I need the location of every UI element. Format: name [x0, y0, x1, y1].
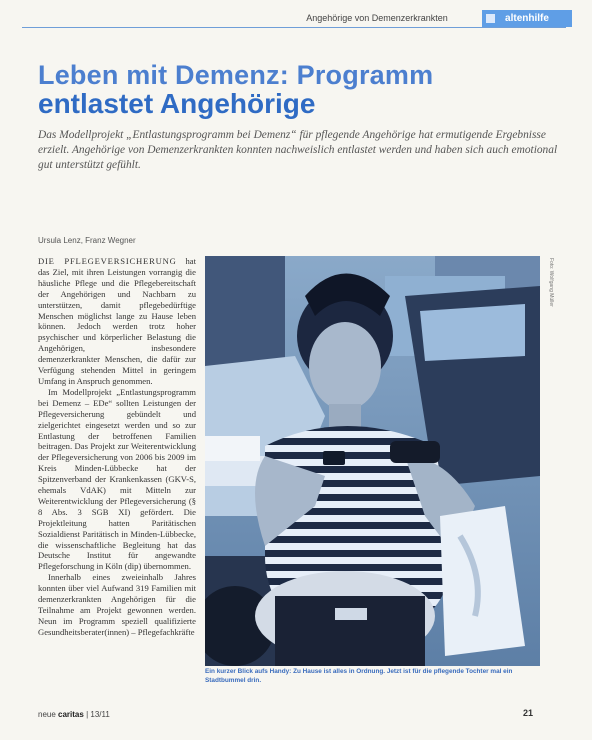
body-lead-in: DIE PFLEGEVERSICHERUNG	[38, 256, 177, 266]
body-paragraph-1-text: hat das Ziel, mit ihren Leistungen vorrangig die häusliche Pflege und die Pflegebereitschaft der Angehörigen und Nachbarn zu unterstützen, damit pflegebedürftige Menschen möglichst lange zu Hause leben können. Jedoch werden trotz hoher psychischer und körperlicher Belastung die Angehörigen, insbesondere demenzerkrankter Menschen, die dafür zur Verfügung stehenden Mittel in geringem Umfang in Anspruch genommen.	[38, 256, 196, 386]
headline-line-2: entlastet Angehörige	[38, 88, 316, 119]
photo-credit: Foto: Wolfgang Müller	[548, 258, 554, 307]
section-label: Angehörige von Demenzerkrankten	[306, 13, 448, 23]
footer-brand-prefix: neue	[38, 710, 56, 719]
headline-line-1: Leben mit Demenz: Programm	[38, 60, 434, 90]
brand-label: altenhilfe	[505, 13, 549, 24]
footer-brand-main: caritas	[58, 710, 84, 719]
photo-illustration	[205, 256, 540, 666]
brand-square-icon	[486, 14, 495, 23]
brand-box	[482, 10, 572, 27]
footer-issue: 13/11	[90, 710, 110, 719]
header-rule	[22, 27, 566, 28]
body-paragraph-2: Im Modellprojekt „Entlastungsprogramm bei Demenz – EDe“ sollten Leistungen der Pflegeversicherung gebündelt und zielgerichtet eingesetzt werden und so zur Entlastung der betroffenen Familien beitragen. Das Projekt zur Weiterentwicklung der Pflegeversicherung von 2006 bis 2009 im Kreis Minden-Lübbecke hat der Spitzenverband der Krankenkassen (GKV-S, ehemals VdAK) mit Mitteln zur Weiterentwicklung der Pflegeversicherung (§ 8 Abs. 3 SGB XI) gefördert. Die Projektleitung hatten Paritätischen Sozialdienst Paritätisch in Minden-Lübbecke, die wissenschaftliche Begleitung hat das Deutsche Institut für angewandte Pflegeforschung in Köln (dip) übernommen.	[38, 386, 196, 572]
body-paragraph-3: Innerhalb eines zweieinhalb Jahres konnten über viel Aufwand 319 Familien mit demenzerkrankten Angehörigen für die Teilnahme am Projekt gewonnen werden. Neun im Programm speziell qualifizierte Gesundheitsberater(innen) – Pflegefachkräfte	[38, 572, 196, 637]
byline: Ursula Lenz, Franz Wegner	[38, 236, 136, 245]
photo-caption: Ein kurzer Blick aufs Handy: Zu Hause ist alles in Ordnung. Jetzt ist für die pflegende Tochter mal ein Stadtbummel drin.	[205, 668, 513, 684]
body-paragraph-1	[38, 256, 196, 387]
page-number: 21	[523, 708, 534, 718]
footer-publication: neue caritas | 13/11	[38, 710, 110, 719]
page-header	[0, 10, 592, 28]
article-photo	[205, 256, 540, 666]
lead-paragraph: Das Modellprojekt „Entlastungsprogramm bei Demenz“ für pflegende Angehörige hat ermutigende Ergebnisse erzielt. Angehörige von Demenzerkrankten konnten nachweislich entlastet werden und haben sich auch emotional gut unterstützt gefühlt.	[38, 129, 558, 171]
body-column	[38, 256, 196, 678]
